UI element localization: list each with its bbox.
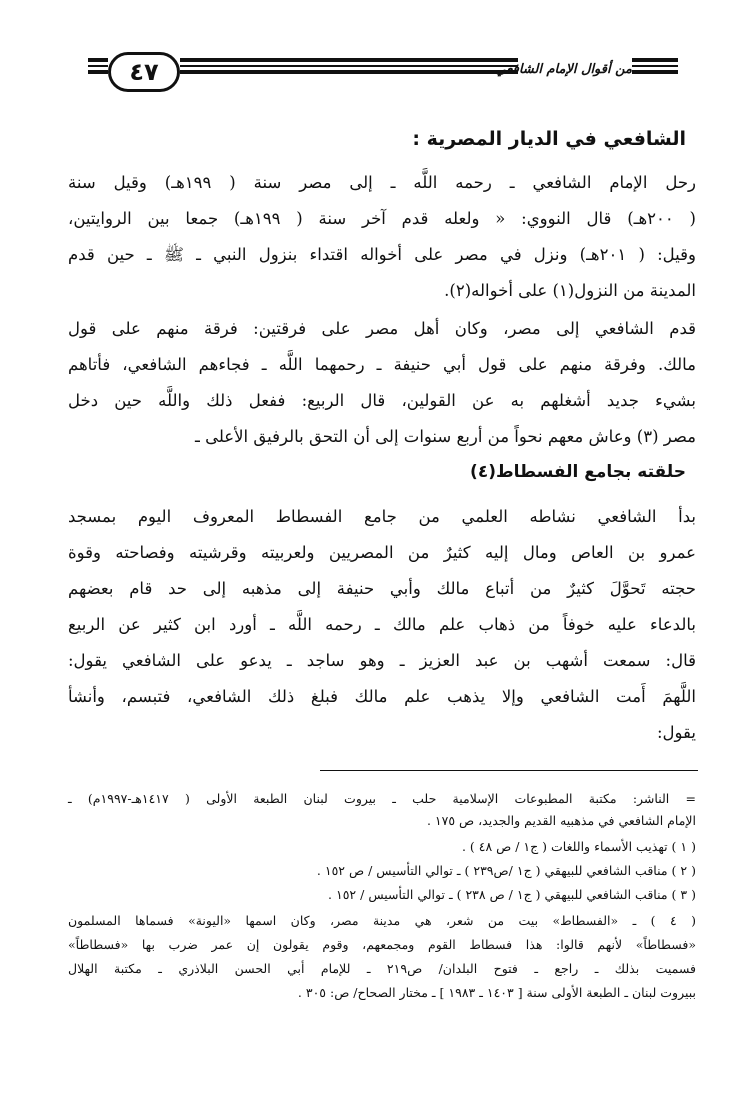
- footnote-line: ببيروت لبنان ـ الطبعة الأولى سنة [ ١٤٠٣ ـ ١٩٨٣ ] ـ مختار الصحاح/ ص: ٣٠٥ .: [297, 985, 696, 1000]
- paragraph-line: عمرو بن العاص ومال إليه كثيرٌ من المصريين ولعربيته وقرشيته وفصاحته وقوة: [68, 543, 696, 562]
- footnote-line: ( ٤ ) ـ «الفسطاط» بيت من شعر، هي مدينة مصر، وكان اسمها «اليونة» فسماها المسلمون: [68, 913, 696, 928]
- header-rule-center: [180, 58, 518, 77]
- header-rule-left: [88, 58, 108, 77]
- footnote-line: ( ٢ ) مناقب الشافعي للبيهقي ( ج١ /ص٢٣٩ ) ـ توالي التأسيس / ص ١٥٢ .: [316, 863, 696, 878]
- footnote-separator: [320, 770, 698, 771]
- paragraph-line: بدأ الشافعي نشاطه العلمي من جامع الفسطاط المعروف اليوم بمسجد: [68, 507, 696, 526]
- footnote-line: ( ١ ) تهذيب الأسماء واللغات ( ج١ / ص ٤٨ ) .: [461, 839, 696, 854]
- paragraph-line: بالدعاء عليه خوفاً من ذهاب علم مالك ـ رحمه اللَّه ـ أورد ابن كثير عن الربيع: [68, 615, 696, 634]
- footnote-line: = الناشر: مكتبة المطبوعات الإسلامية حلب ـ بيروت لبنان الطبعة الأولى ( ١٤١٧هـ-١٩٩٧م) ـ: [68, 791, 696, 806]
- section-title-fustat: حلقته بجامع الفسطاط(٤): [470, 462, 686, 482]
- paragraph-line: قدم الشافعي إلى مصر، وكان أهل مصر على فرقتين: فرقة منهم على قول: [68, 319, 696, 338]
- footnote-line: الإمام الشافعي في مذهبيه القديم والجديد، ص ١٧٥ .: [426, 813, 696, 828]
- running-title: من أقوال الإمام الشافعي: [495, 62, 632, 77]
- paragraph-line: قال: سمعت أشهب بن عبد العزيز ـ وهو ساجد ـ يدعو على الشافعي يقول:: [68, 651, 696, 670]
- paragraph-line: وقيل: ( ٢٠١هـ) ونزل في مصر على أخواله اقتداء بنزول النبي ـ ﷺ ـ حين قدم: [68, 245, 696, 264]
- section-title-egypt: الشافعي في الديار المصرية :: [412, 128, 686, 150]
- header-rule-right: [632, 58, 678, 77]
- footnote-line: ( ٣ ) مناقب الشافعي للبيهقي ( ج١ / ص ٢٣٨ ) ـ توالي التأسيس / ١٥٢ .: [328, 887, 696, 902]
- paragraph-line: ( ٢٠٠هـ) قال النووي: « ولعله قدم آخر سنة ( ١٩٩هـ) جمعا بين الروايتين،: [68, 209, 696, 228]
- paragraph-line: المدينة من النزول(١) على أخواله(٢).: [444, 281, 696, 300]
- paragraph-line: بشيء جديد أشغلهم به عن القولين، قال الربيع: ففعل ذلك واللَّه حين دخل: [68, 391, 696, 410]
- footnote-line: «فسطاطاً» لأنهم قالوا: هذا فسطاط القوم ومجمعهم، وقوم يقولون إن عمر ضرب بها «فسطاطاً»: [68, 937, 696, 952]
- paragraph-line: مصر (٣) وعاش معهم نحواً من أربع سنوات إلى أن التحق بالرفيق الأعلى ـ: [194, 427, 696, 446]
- paragraph-line: مالك. وفرقة منهم على قول أبي حنيفة ـ رحمهما اللَّه ـ فجاءهم الشافعي، فأتاهم: [68, 355, 696, 374]
- footnote-line: فسميت بذلك ـ راجع ـ فتوح البلدان/ ص٢١٩ ـ للإمام أبي الحسن البلاذري ـ مكتبة الهلال: [68, 961, 696, 976]
- page-number: ٤٧: [108, 52, 180, 92]
- paragraph-line: حجته تَحوَّلَ كثيرٌ من أتباع مالك وأبي حنيفة إلى مذهبه إلى حد قام بعضهم: [68, 579, 696, 598]
- paragraph-line: رحل الإمام الشافعي ـ رحمه اللَّه ـ إلى مصر سنة ( ١٩٩هـ) وقيل سنة: [68, 173, 696, 192]
- paragraph-line: يقول:: [656, 723, 696, 742]
- paragraph-line: اللَّهمَ أَمت الشافعي وإلا يذهب علم مالك فبلغ ذلك الشافعي، فتبسم، وأنشأ: [68, 687, 696, 706]
